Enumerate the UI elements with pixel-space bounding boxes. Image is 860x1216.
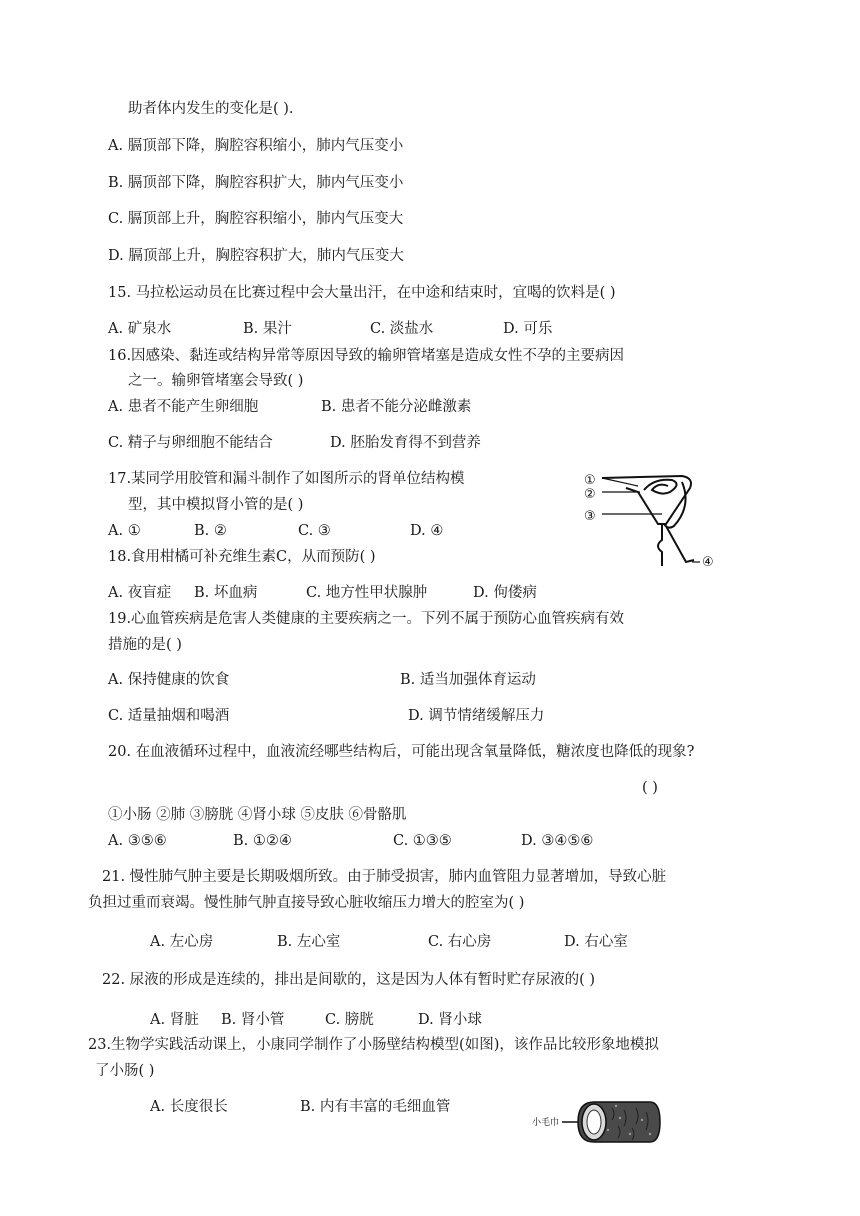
q21-option-b: B. 左心室 [277, 934, 341, 950]
q23-option-a: A. 长度很长 [150, 1099, 228, 1115]
q20-answer-bracket: ( ) [642, 780, 658, 796]
q17-stem-line2: 型，其中模拟肾小管的是( ) [128, 497, 304, 513]
nephron-label-4: ④ [702, 555, 714, 570]
q16-stem-line2: 之一。输卵管堵塞会导致( ) [128, 373, 304, 389]
q22-option-d: D. 肾小球 [418, 1012, 482, 1028]
q19-stem-line1: 19.心血管疾病是危害人类健康的主要疾病之一。下列不属于预防心血管疾病有效 [108, 611, 625, 627]
q19-option-a: A. 保持健康的饮食 [108, 672, 230, 688]
q18-option-c: C. 地方性甲状腺肿 [306, 585, 428, 601]
q17-option-d: D. ④ [410, 523, 444, 539]
q22-option-a: A. 肾脏 [150, 1012, 199, 1028]
q14-stem-continued: 助者体内发生的变化是( ). [128, 101, 294, 117]
q15-option-c: C. 淡盐水 [370, 321, 434, 337]
q21-option-a: A. 左心房 [150, 934, 214, 950]
q14-option-a: A. 膈顶部下降，胸腔容积缩小，肺内气压变小 [108, 138, 404, 154]
q17-option-b: B. ② [194, 523, 227, 539]
nephron-label-2: ② [584, 487, 596, 502]
nephron-model-drawing [582, 466, 722, 578]
q16-option-a: A. 患者不能产生卵细胞 [108, 399, 259, 415]
q17-option-c: C. ③ [298, 523, 331, 539]
intestine-label: 小毛巾 [532, 1118, 560, 1128]
q23-stem-line2: 了小肠( ) [95, 1063, 155, 1079]
q23-option-b: B. 内有丰富的毛细血管 [300, 1099, 451, 1115]
nephron-label-1: ① [584, 473, 596, 488]
q19-option-c: C. 适量抽烟和喝酒 [108, 708, 230, 724]
q20-stem: 20. 在血液循环过程中，血液流经哪些结构后，可能出现含氧量降低，糖浓度也降低的现象? [108, 744, 695, 760]
q18-option-a: A. 夜盲症 [108, 585, 172, 601]
q18-stem: 18.食用柑橘可补充维生素C，从而预防( ) [108, 549, 376, 565]
q20-structure-list: ①小肠 ②肺 ③膀胱 ④肾小球 ⑤皮肤 ⑥骨骼肌 [108, 807, 407, 823]
intestine-model-figure [532, 1098, 662, 1146]
q15-option-d: D. 可乐 [503, 321, 553, 337]
q15-option-b: B. 果汁 [243, 321, 292, 337]
q21-stem-line2: 负担过重而衰竭。慢性肺气肿直接导致心脏收缩压力增大的腔室为( ) [88, 895, 525, 911]
q23-stem-line1: 23.生物学实践活动课上，小康同学制作了小肠壁结构模型(如图)，该作品比较形象地模拟 [88, 1037, 659, 1053]
nephron-label-3: ③ [584, 509, 596, 524]
q21-option-c: C. 右心房 [428, 934, 492, 950]
q16-stem-line1: 16.因感染、黏连或结构异常等原因导致的输卵管堵塞是造成女性不孕的主要病因 [108, 348, 625, 364]
q16-option-d: D. 胚胎发育得不到营养 [330, 435, 481, 451]
intestine-model-drawing [532, 1098, 662, 1146]
q22-option-c: C. 膀胱 [325, 1012, 374, 1028]
q15-option-a: A. 矿泉水 [108, 321, 172, 337]
q20-option-a: A. ③⑤⑥ [108, 833, 167, 849]
q14-option-c: C. 膈顶部上升，胸腔容积缩小，肺内气压变大 [108, 211, 404, 227]
q22-option-b: B. 肾小管 [221, 1012, 285, 1028]
q16-option-c: C. 精子与卵细胞不能结合 [108, 435, 273, 451]
q19-stem-line2: 措施的是( ) [108, 637, 182, 653]
q21-option-d: D. 右心室 [564, 934, 628, 950]
q20-option-d: D. ③④⑤⑥ [521, 833, 594, 849]
q21-stem-line1: 21. 慢性肺气肿主要是长期吸烟所致。由于肺受损害，肺内血管阻力显著增加，导致心脏 [102, 869, 667, 885]
nephron-model-figure [582, 466, 722, 578]
q15-stem: 15. 马拉松运动员在比赛过程中会大量出汗，在中途和结束时，宜喝的饮料是( ) [108, 285, 616, 301]
q16-option-b: B. 患者不能分泌雌激素 [321, 399, 472, 415]
q20-option-c: C. ①③⑤ [393, 833, 452, 849]
q17-option-a: A. ① [108, 523, 141, 539]
q18-option-b: B. 坏血病 [194, 585, 258, 601]
q14-option-b: B. 膈顶部下降，胸腔容积扩大，肺内气压变小 [108, 175, 404, 191]
q19-option-b: B. 适当加强体育运动 [400, 672, 536, 688]
q14-option-d: D. 膈顶部上升，胸腔容积扩大，肺内气压变大 [108, 248, 404, 264]
q22-stem: 22. 尿液的形成是连续的，排出是间歇的，这是因为人体有暂时贮存尿液的( ) [102, 972, 596, 988]
q18-option-d: D. 佝偻病 [473, 585, 537, 601]
q17-stem-line1: 17.某同学用胶管和漏斗制作了如图所示的肾单位结构模 [108, 471, 465, 487]
q20-option-b: B. ①②④ [233, 833, 292, 849]
q19-option-d: D. 调节情绪缓解压力 [408, 708, 545, 724]
